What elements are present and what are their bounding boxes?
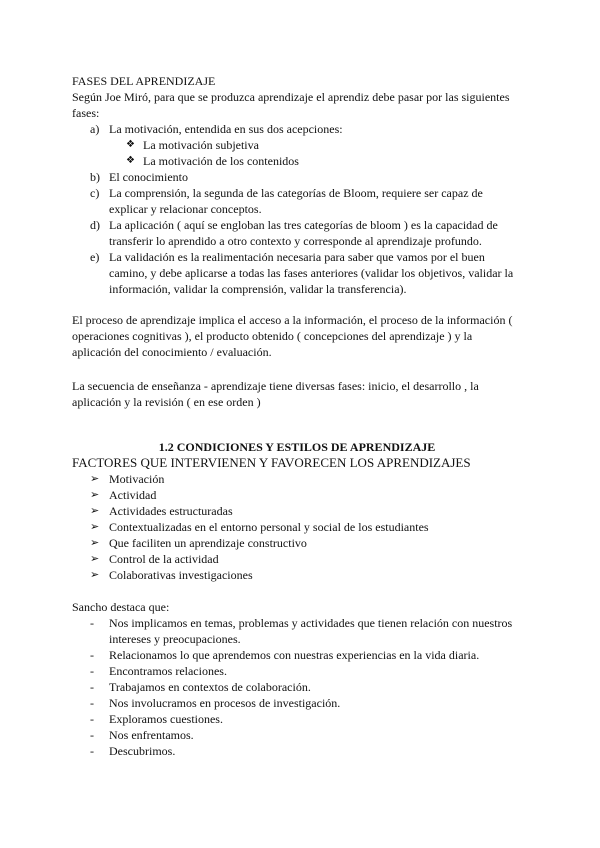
- list-item: [72, 663, 522, 679]
- list-item-text: Control de la actividad: [109, 552, 219, 566]
- dash-marker: -: [90, 744, 94, 758]
- sub-list-item-text: La motivación subjetiva: [143, 138, 259, 152]
- list-item-text: Nos enfrentamos.: [109, 728, 194, 742]
- section-heading: 1.2 CONDICIONES Y ESTILOS DE APRENDIZAJE: [158, 440, 436, 454]
- list-item-text: Nos involucramos en procesos de investigación.: [109, 696, 341, 710]
- list-item: [72, 185, 522, 217]
- list-item-text: Nos implicamos en temas, problemas y actividades que tienen relación con nuestros intereses y preocupaciones.: [109, 616, 513, 646]
- list-item-text: Colaborativas investigaciones: [109, 568, 253, 582]
- list-item-text: Motivación: [109, 472, 165, 486]
- list-item: [72, 711, 522, 727]
- process-paragraph-block: [72, 312, 522, 360]
- intro-paragraph: Según Joe Miró, para que se produzca aprendizaje el aprendiz debe pasar por las siguientes fases:: [72, 90, 510, 120]
- dash-marker: -: [90, 728, 94, 742]
- arrow-bullet-icon: ➢: [90, 520, 100, 533]
- list-item-text: Relacionamos lo que aprendemos con nuestras experiencias en la vida diaria.: [109, 648, 480, 662]
- process-paragraph: El proceso de aprendizaje implica el acceso a la información, el proceso de la información ( operaciones cognitivas ), el producto obtenido ( concepciones del aprendizaje ) y la aplicación del conocimiento / evaluación.: [72, 313, 513, 359]
- list-item-text: Contextualizadas en el entorno personal y social de los estudiantes: [109, 520, 429, 534]
- dash-marker: -: [90, 680, 94, 694]
- arrow-bullet-icon: ➢: [90, 568, 100, 581]
- motivation-sublist: [72, 137, 522, 169]
- section-title: FASES DEL APRENDIZAJE: [72, 74, 216, 88]
- list-item-text: Descubrimos.: [109, 744, 176, 758]
- dash-marker: -: [90, 616, 94, 630]
- arrow-bullet-icon: ➢: [90, 488, 100, 501]
- list-item-text: Encontramos relaciones.: [109, 664, 227, 678]
- list-marker: b): [90, 170, 100, 184]
- list-item: [72, 487, 522, 503]
- section-subtitle: FACTORES QUE INTERVIENEN Y FAVORECEN LOS APRENDIZAJES: [72, 455, 471, 470]
- diamond-bullet-icon: ❖: [126, 139, 135, 150]
- sequence-paragraph-block: [72, 378, 522, 410]
- list-item: [72, 217, 522, 249]
- sub-list-item-text: La motivación de los contenidos: [143, 154, 299, 168]
- list-item-text: Actividades estructuradas: [109, 504, 233, 518]
- arrow-bullet-icon: ➢: [90, 552, 100, 565]
- list-item: [72, 169, 522, 185]
- list-item: [72, 121, 522, 137]
- list-marker: d): [90, 218, 100, 232]
- sancho-block: [72, 599, 522, 759]
- list-marker: c): [90, 186, 100, 200]
- list-item: [72, 695, 522, 711]
- list-item: [72, 679, 522, 695]
- dash-marker: -: [90, 696, 94, 710]
- list-item-text: Exploramos cuestiones.: [109, 712, 223, 726]
- list-item: [72, 249, 522, 297]
- list-item: [72, 471, 522, 487]
- list-item-text: Que faciliten un aprendizaje constructivo: [109, 536, 307, 550]
- arrow-bullet-icon: ➢: [90, 536, 100, 549]
- list-item: [72, 743, 522, 759]
- list-item: [72, 503, 522, 519]
- list-item: [72, 535, 522, 551]
- sub-list-item: [126, 137, 522, 153]
- list-item: [72, 727, 522, 743]
- arrow-bullet-icon: ➢: [90, 472, 100, 485]
- sancho-intro: Sancho destaca que:: [72, 600, 170, 614]
- section-fases: [72, 73, 522, 297]
- list-item-text: Actividad: [109, 488, 157, 502]
- list-item-text: El conocimiento: [109, 170, 188, 184]
- section-condiciones: [72, 439, 522, 583]
- list-item: [72, 647, 522, 663]
- list-item-text: La comprensión, la segunda de las categorías de Bloom, requiere ser capaz de explicar y relacionar conceptos.: [109, 186, 483, 216]
- sancho-list: [72, 615, 522, 759]
- list-item-text: La aplicación ( aquí se engloban las tres categorías de bloom ) es la capacidad de transferir lo aprendido a otro contexto y corresponde al aprendizaje profundo.: [109, 218, 498, 248]
- list-marker: a): [90, 122, 100, 136]
- sequence-paragraph: La secuencia de enseñanza - aprendizaje tiene diversas fases: inicio, el desarrollo , la aplicación y la revisión ( en ese orden ): [72, 379, 479, 409]
- arrow-bullet-icon: ➢: [90, 504, 100, 517]
- list-item-text: La motivación, entendida en sus dos acepciones:: [109, 122, 343, 136]
- dash-marker: -: [90, 712, 94, 726]
- list-item-text: La validación es la realimentación necesaria para saber que vamos por el buen camino, y debe aplicarse a todas las fases anteriores (validar los objetivos, validar la información, validar la comprensión, validar la transferencia).: [109, 250, 514, 296]
- dash-marker: -: [90, 648, 94, 662]
- sub-list-item: [126, 153, 522, 169]
- diamond-bullet-icon: ❖: [126, 155, 135, 166]
- list-item: [72, 567, 522, 583]
- phases-list: [72, 121, 522, 297]
- list-item: [72, 551, 522, 567]
- list-item-text: Trabajamos en contextos de colaboración.: [109, 680, 311, 694]
- factors-list: [72, 471, 522, 583]
- list-marker: e): [90, 250, 100, 264]
- list-item: [72, 615, 522, 647]
- list-item: [72, 519, 522, 535]
- dash-marker: -: [90, 664, 94, 678]
